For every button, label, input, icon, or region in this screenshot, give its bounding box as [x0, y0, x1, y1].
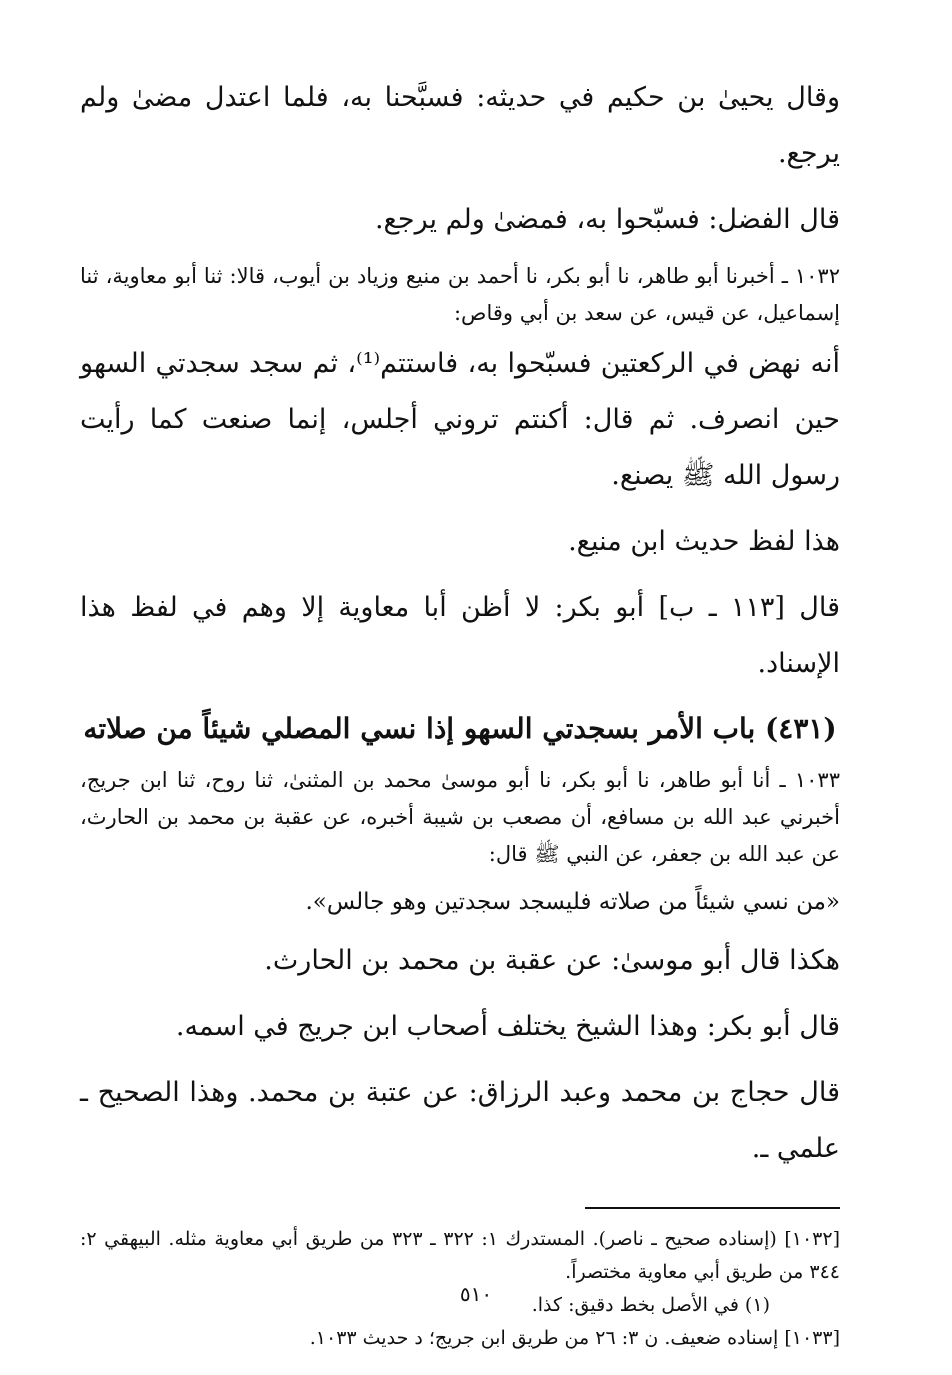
- paragraph-hajjaj: قال حجاج بن محمد وعبد الرزاق: عن عتبة بن محمد. وهذا الصحيح ـ علمي ـ.: [80, 1077, 840, 1164]
- paragraph-abu-musa: هكذا قال أبو موسىٰ: عن عقبة بن محمد بن الحارث.: [264, 945, 840, 976]
- paragraph-fadl: قال الفضل: فسبّحوا به، فمضىٰ ولم يرجع.: [374, 204, 840, 235]
- footnote-1032: [١٠٣٢] (إسناده صحيح ـ ناصر). المستدرك ١: ٣٢٢ ـ ٣٢٣ من طريق أبي معاوية مثله. البيهقي ٢: ٣٤٤ من طريق أبي معاوية مختصراً.: [80, 1228, 840, 1283]
- paragraph-ibn-mani: هذا لفظ حديث ابن منيع.: [568, 526, 840, 557]
- page-number: ٥١٠: [459, 1282, 493, 1306]
- footnote-1033: [١٠٣٣] إسناده ضعيف. ن ٣: ٢٦ من طريق ابن جريج؛ د حديث ١٠٣٣.: [309, 1327, 840, 1349]
- chapter-heading: (٤٣١) باب الأمر بسجدتي السهو إذا نسي المصلي شيئاً من صلاته: [83, 712, 837, 745]
- hadith-1032-matn: أنه نهض في الركعتين فسبّحوا به، فاستتم⁽¹⁾، ثم سجد سجدتي السهو حين انصرف. ثم قال: أكنتم تروني أجلس، إنما صنعت كما رأيت رسول الله ﷺ يصنع.: [80, 348, 840, 491]
- paragraph-abu-bakr-comment: قال [١١٣ ـ ب] أبو بكر: لا أظن أبا معاوية إلا وهم في لفظ هذا الإسناد.: [80, 592, 840, 679]
- page-body: [80, 70, 840, 1355]
- paragraph-abu-bakr-sheikh: قال أبو بكر: وهذا الشيخ يختلف أصحاب ابن جريج في اسمه.: [175, 1011, 840, 1042]
- footnote-divider: [585, 1207, 840, 1209]
- hadith-1032-isnad: ١٠٣٢ ـ أخبرنا أبو طاهر، نا أبو بكر، نا أحمد بن منيع وزياد بن أيوب، قالا: ثنا أبو معاوية، ثنا إسماعيل، عن قيس، عن سعد بن أبي وقاص:: [80, 264, 840, 325]
- hadith-1033-isnad: ١٠٣٣ ـ أنا أبو طاهر، نا أبو بكر، نا أبو موسىٰ محمد بن المثنىٰ، ثنا روح، ثنا ابن جريج، أخبرني عبد الله بن مسافع، أن مصعب بن شيبة أخبره، عن عقبة بن محمد بن الحارث، عن عبد الله بن جعفر، عن النبي ﷺ قال:: [80, 768, 840, 866]
- footnote-1: (١) في الأصل بخط دقيق: كذا.: [531, 1294, 770, 1316]
- hadith-1033-matn: «من نسي شيئاً من صلاته فليسجد سجدتين وهو جالس».: [305, 889, 840, 915]
- paragraph-yahya: وقال يحيىٰ بن حكيم في حديثه: فسبَّحنا به، فلما اعتدل مضىٰ ولم يرجع.: [80, 82, 840, 169]
